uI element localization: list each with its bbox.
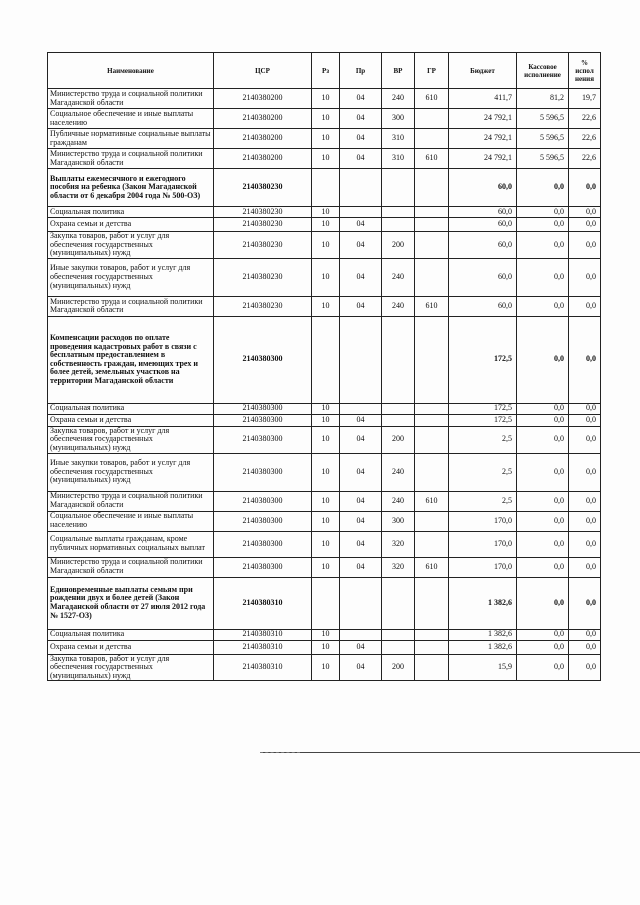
cell-rz: 10	[312, 426, 340, 453]
cell-pct: 0,0	[569, 232, 601, 259]
cell-cash: 0,0	[517, 296, 569, 316]
cell-rz: 10	[312, 129, 340, 149]
table-row	[48, 109, 601, 129]
cell-csr: 2140380230	[214, 258, 312, 296]
cell-cash: 0,0	[517, 218, 569, 232]
table-row	[48, 207, 601, 218]
cell-name: Иные закупки товаров, работ и услуг для обеспечения государственных (муниципальных) нужд	[48, 258, 214, 296]
cell-pr	[340, 577, 382, 629]
cell-pr: 04	[340, 258, 382, 296]
cell-budget: 60,0	[449, 232, 517, 259]
cell-pr: 04	[340, 109, 382, 129]
cell-cash: 0,0	[517, 232, 569, 259]
cell-pct: 0,0	[569, 207, 601, 218]
cell-vr: 240	[382, 258, 415, 296]
cell-vr: 200	[382, 426, 415, 453]
cell-csr: 2140380230	[214, 218, 312, 232]
cell-gr	[415, 531, 449, 557]
cell-rz: 10	[312, 218, 340, 232]
table-row	[48, 129, 601, 149]
cell-rz: 10	[312, 629, 340, 640]
cell-budget: 60,0	[449, 296, 517, 316]
cell-vr: 300	[382, 109, 415, 129]
cell-gr	[415, 453, 449, 491]
cell-vr: 310	[382, 129, 415, 149]
cell-pct: 19,7	[569, 89, 601, 109]
cell-pct: 0,0	[569, 403, 601, 414]
table-row	[48, 89, 601, 109]
cell-cash: 0,0	[517, 414, 569, 426]
table-row	[48, 232, 601, 259]
header-pct: % испол нения	[569, 53, 601, 89]
table-row	[48, 149, 601, 169]
cell-name: Компенсации расходов по оплате проведения кадастровых работ в связи с бесплатным предоставлением в собственность граждан, имеющих трех и более детей, земельных участков на территории Магаданской области	[48, 316, 214, 403]
table-row	[48, 426, 601, 453]
cell-pr: 04	[340, 232, 382, 259]
cell-name: Социальные выплаты гражданам, кроме публичных нормативных социальных выплат	[48, 531, 214, 557]
cell-csr: 2140380300	[214, 414, 312, 426]
cell-gr	[415, 232, 449, 259]
footer-rule	[260, 752, 640, 753]
cell-rz: 10	[312, 258, 340, 296]
cell-pr: 04	[340, 296, 382, 316]
cell-pct: 0,0	[569, 491, 601, 511]
cell-gr	[415, 640, 449, 654]
cell-pct: 0,0	[569, 218, 601, 232]
cell-rz	[312, 316, 340, 403]
cell-name: Министерство труда и социальной политики Магаданской области	[48, 149, 214, 169]
cell-budget: 24 792,1	[449, 129, 517, 149]
cell-cash: 5 596,5	[517, 109, 569, 129]
cell-vr	[382, 207, 415, 218]
cell-pct: 0,0	[569, 557, 601, 577]
cell-rz: 10	[312, 491, 340, 511]
cell-gr	[415, 218, 449, 232]
cell-csr: 2140380230	[214, 207, 312, 218]
cell-csr: 2140380230	[214, 296, 312, 316]
cell-rz: 10	[312, 403, 340, 414]
cell-budget: 2,5	[449, 453, 517, 491]
cell-budget: 172,5	[449, 414, 517, 426]
cell-name: Охрана семьи и детства	[48, 640, 214, 654]
cell-gr	[415, 316, 449, 403]
cell-name: Министерство труда и социальной политики Магаданской области	[48, 491, 214, 511]
cell-vr: 200	[382, 232, 415, 259]
cell-pr: 04	[340, 640, 382, 654]
table-row	[48, 654, 601, 681]
cell-gr: 610	[415, 149, 449, 169]
cell-vr: 320	[382, 557, 415, 577]
cell-rz: 10	[312, 296, 340, 316]
cell-gr	[415, 129, 449, 149]
cell-budget: 172,5	[449, 403, 517, 414]
cell-gr	[415, 414, 449, 426]
cell-pct: 0,0	[569, 258, 601, 296]
table-row	[48, 403, 601, 414]
header-gr: ГР	[415, 53, 449, 89]
header-rz: Рз	[312, 53, 340, 89]
cell-pr	[340, 207, 382, 218]
cell-csr: 2140380310	[214, 640, 312, 654]
cell-name: Закупка товаров, работ и услуг для обеспечения государственных (муниципальных) нужд	[48, 232, 214, 259]
cell-rz: 10	[312, 453, 340, 491]
cell-pct: 0,0	[569, 453, 601, 491]
cell-budget: 2,5	[449, 426, 517, 453]
cell-gr: 610	[415, 557, 449, 577]
cell-budget: 60,0	[449, 258, 517, 296]
cell-rz: 10	[312, 207, 340, 218]
cell-cash: 5 596,5	[517, 129, 569, 149]
cell-vr	[382, 640, 415, 654]
cell-vr	[382, 403, 415, 414]
cell-name: Охрана семьи и детства	[48, 218, 214, 232]
cell-budget: 60,0	[449, 207, 517, 218]
cell-vr: 240	[382, 453, 415, 491]
table-row	[48, 169, 601, 207]
cell-csr: 2140380200	[214, 109, 312, 129]
cell-name: Охрана семьи и детства	[48, 414, 214, 426]
cell-pr: 04	[340, 426, 382, 453]
cell-vr	[382, 316, 415, 403]
header-pr: Пр	[340, 53, 382, 89]
cell-name: Социальная политика	[48, 629, 214, 640]
cell-vr	[382, 169, 415, 207]
cell-pct: 0,0	[569, 629, 601, 640]
cell-pct: 22,6	[569, 149, 601, 169]
cell-cash: 0,0	[517, 629, 569, 640]
cell-vr	[382, 414, 415, 426]
cell-budget: 24 792,1	[449, 149, 517, 169]
cell-budget: 60,0	[449, 218, 517, 232]
cell-vr: 200	[382, 654, 415, 681]
cell-rz	[312, 577, 340, 629]
cell-gr: 610	[415, 491, 449, 511]
cell-pr: 04	[340, 557, 382, 577]
cell-csr: 2140380200	[214, 129, 312, 149]
cell-vr: 310	[382, 149, 415, 169]
cell-name: Социальное обеспечение и иные выплаты населению	[48, 109, 214, 129]
cell-gr	[415, 207, 449, 218]
cell-cash: 0,0	[517, 426, 569, 453]
cell-pr	[340, 629, 382, 640]
cell-budget: 172,5	[449, 316, 517, 403]
cell-rz: 10	[312, 149, 340, 169]
cell-budget: 411,7	[449, 89, 517, 109]
table-row	[48, 491, 601, 511]
footer-rule-dash	[260, 752, 300, 753]
cell-csr: 2140380300	[214, 557, 312, 577]
cell-cash: 0,0	[517, 169, 569, 207]
cell-pct: 0,0	[569, 316, 601, 403]
cell-pr	[340, 169, 382, 207]
cell-csr: 2140380300	[214, 453, 312, 491]
cell-budget: 170,0	[449, 511, 517, 531]
cell-gr	[415, 169, 449, 207]
cell-pr	[340, 403, 382, 414]
cell-cash: 0,0	[517, 316, 569, 403]
cell-name: Закупка товаров, работ и услуг для обеспечения государственных (муниципальных) нужд	[48, 654, 214, 681]
cell-cash: 81,2	[517, 89, 569, 109]
header-budget: Бюджет	[449, 53, 517, 89]
cell-csr: 2140380300	[214, 403, 312, 414]
cell-pct: 0,0	[569, 511, 601, 531]
cell-gr	[415, 654, 449, 681]
cell-rz	[312, 169, 340, 207]
cell-budget: 1 382,6	[449, 629, 517, 640]
cell-cash: 0,0	[517, 640, 569, 654]
header-cash: Кассовое исполнение	[517, 53, 569, 89]
cell-csr: 2140380300	[214, 316, 312, 403]
cell-rz: 10	[312, 89, 340, 109]
cell-pr: 04	[340, 453, 382, 491]
cell-rz: 10	[312, 232, 340, 259]
cell-pr: 04	[340, 511, 382, 531]
cell-name: Иные закупки товаров, работ и услуг для обеспечения государственных (муниципальных) нужд	[48, 453, 214, 491]
cell-name: Единовременные выплаты семьям при рождении двух и более детей (Закон Магаданской области от 27 июля 2012 года № 1527-ОЗ)	[48, 577, 214, 629]
cell-vr	[382, 629, 415, 640]
cell-cash: 0,0	[517, 557, 569, 577]
table-row	[48, 453, 601, 491]
cell-vr: 240	[382, 89, 415, 109]
cell-budget: 1 382,6	[449, 640, 517, 654]
cell-gr: 610	[415, 89, 449, 109]
cell-rz: 10	[312, 654, 340, 681]
cell-rz: 10	[312, 414, 340, 426]
cell-budget: 15,9	[449, 654, 517, 681]
cell-csr: 2140380200	[214, 149, 312, 169]
cell-name: Закупка товаров, работ и услуг для обеспечения государственных (муниципальных) нужд	[48, 426, 214, 453]
cell-pct: 0,0	[569, 577, 601, 629]
cell-csr: 2140380310	[214, 629, 312, 640]
table-row	[48, 316, 601, 403]
table-row	[48, 296, 601, 316]
table-row	[48, 511, 601, 531]
cell-pr	[340, 316, 382, 403]
cell-rz: 10	[312, 109, 340, 129]
cell-budget: 1 382,6	[449, 577, 517, 629]
cell-cash: 0,0	[517, 258, 569, 296]
cell-cash: 0,0	[517, 511, 569, 531]
cell-cash: 0,0	[517, 531, 569, 557]
table-body	[48, 89, 601, 681]
cell-cash: 0,0	[517, 403, 569, 414]
header-vr: ВР	[382, 53, 415, 89]
cell-pct: 0,0	[569, 414, 601, 426]
cell-gr	[415, 109, 449, 129]
cell-csr: 2140380230	[214, 169, 312, 207]
cell-gr	[415, 426, 449, 453]
cell-cash: 0,0	[517, 207, 569, 218]
cell-pct: 0,0	[569, 531, 601, 557]
cell-pr: 04	[340, 149, 382, 169]
cell-pct: 22,6	[569, 109, 601, 129]
cell-gr	[415, 577, 449, 629]
cell-pct: 22,6	[569, 129, 601, 149]
cell-cash: 0,0	[517, 491, 569, 511]
cell-name: Министерство труда и социальной политики Магаданской области	[48, 296, 214, 316]
cell-budget: 170,0	[449, 557, 517, 577]
cell-vr: 240	[382, 491, 415, 511]
table-row	[48, 414, 601, 426]
cell-pct: 0,0	[569, 426, 601, 453]
table-row	[48, 531, 601, 557]
table-row	[48, 557, 601, 577]
cell-gr	[415, 258, 449, 296]
cell-vr: 320	[382, 531, 415, 557]
cell-pr: 04	[340, 654, 382, 681]
cell-name: Социальная политика	[48, 403, 214, 414]
cell-pct: 0,0	[569, 169, 601, 207]
cell-csr: 2140380300	[214, 511, 312, 531]
cell-csr: 2140380300	[214, 491, 312, 511]
cell-name: Социальная политика	[48, 207, 214, 218]
cell-vr	[382, 218, 415, 232]
cell-name: Социальное обеспечение и иные выплаты населению	[48, 511, 214, 531]
cell-budget: 170,0	[449, 531, 517, 557]
cell-rz: 10	[312, 531, 340, 557]
cell-budget: 24 792,1	[449, 109, 517, 129]
cell-gr	[415, 629, 449, 640]
cell-rz: 10	[312, 511, 340, 531]
cell-csr: 2140380200	[214, 89, 312, 109]
cell-name: Министерство труда и социальной политики Магаданской области	[48, 557, 214, 577]
cell-vr	[382, 577, 415, 629]
table-row	[48, 577, 601, 629]
cell-name: Выплаты ежемесячного и ежегодного пособия на ребенка (Закон Магаданской области от 6 декабря 2004 года № 500-ОЗ)	[48, 169, 214, 207]
header-name: Наименование	[48, 53, 214, 89]
cell-cash: 0,0	[517, 577, 569, 629]
cell-pr: 04	[340, 129, 382, 149]
cell-rz: 10	[312, 640, 340, 654]
cell-csr: 2140380310	[214, 577, 312, 629]
budget-table	[47, 52, 601, 681]
cell-cash: 0,0	[517, 453, 569, 491]
cell-budget: 2,5	[449, 491, 517, 511]
cell-name: Публичные нормативные социальные выплаты гражданам	[48, 129, 214, 149]
cell-cash: 0,0	[517, 654, 569, 681]
cell-pr: 04	[340, 491, 382, 511]
cell-pr: 04	[340, 218, 382, 232]
cell-budget: 60,0	[449, 169, 517, 207]
cell-pr: 04	[340, 89, 382, 109]
cell-csr: 2140380230	[214, 232, 312, 259]
cell-name: Министерство труда и социальной политики Магаданской области	[48, 89, 214, 109]
cell-vr: 300	[382, 511, 415, 531]
header-row	[48, 53, 601, 89]
table-row	[48, 640, 601, 654]
cell-gr: 610	[415, 296, 449, 316]
table-row	[48, 629, 601, 640]
table-row	[48, 218, 601, 232]
cell-csr: 2140380300	[214, 531, 312, 557]
table-row	[48, 258, 601, 296]
cell-pct: 0,0	[569, 654, 601, 681]
cell-gr	[415, 403, 449, 414]
cell-pr: 04	[340, 531, 382, 557]
cell-csr: 2140380300	[214, 426, 312, 453]
cell-pct: 0,0	[569, 640, 601, 654]
cell-gr	[415, 511, 449, 531]
cell-rz: 10	[312, 557, 340, 577]
cell-csr: 2140380310	[214, 654, 312, 681]
cell-cash: 5 596,5	[517, 149, 569, 169]
cell-pr: 04	[340, 414, 382, 426]
header-csr: ЦСР	[214, 53, 312, 89]
cell-vr: 240	[382, 296, 415, 316]
cell-pct: 0,0	[569, 296, 601, 316]
